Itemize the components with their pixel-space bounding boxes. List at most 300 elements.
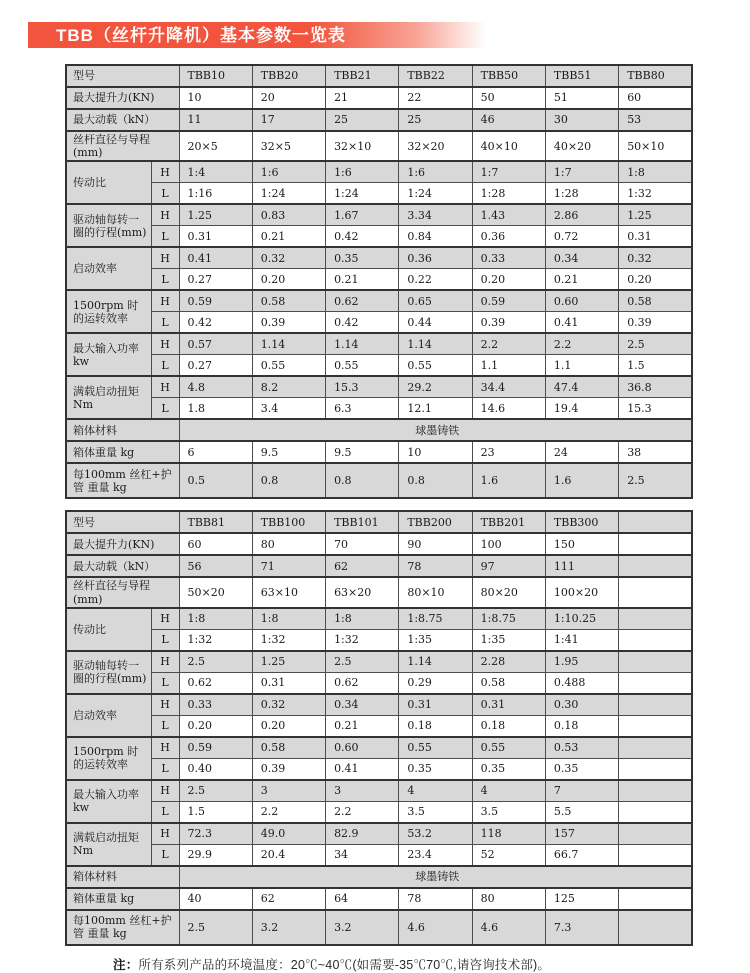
value-cell: 2.2 bbox=[545, 333, 618, 355]
value-cell: 0.40 bbox=[179, 758, 252, 780]
value-cell: 3.5 bbox=[472, 801, 545, 823]
value-cell: TBB300 bbox=[545, 511, 618, 533]
housing-material-value: 球墨铸铁 bbox=[179, 866, 692, 888]
value-cell: 0.34 bbox=[326, 694, 399, 716]
value-cell: 19.4 bbox=[545, 398, 618, 420]
page-title: TBB（丝杆升降机）基本参数一览表 bbox=[56, 26, 346, 45]
value-cell: TBB20 bbox=[252, 65, 325, 87]
value-cell: 3 bbox=[252, 780, 325, 802]
start-torque-row-low bbox=[66, 398, 692, 420]
value-cell: 0.31 bbox=[399, 694, 472, 716]
value-cell: 0.32 bbox=[252, 694, 325, 716]
value-cell: 0.33 bbox=[472, 247, 545, 269]
value-cell: 0.34 bbox=[545, 247, 618, 269]
housing-material-value: 球墨铸铁 bbox=[179, 419, 692, 441]
value-cell: 0.20 bbox=[472, 269, 545, 291]
value-cell: 34 bbox=[326, 844, 399, 866]
value-cell: 0.35 bbox=[545, 758, 618, 780]
value-cell: 0.65 bbox=[399, 290, 472, 312]
value-cell: 0.41 bbox=[179, 247, 252, 269]
value-cell: 40 bbox=[179, 888, 252, 910]
value-cell: 49.0 bbox=[252, 823, 325, 845]
screw-diameter-lead-row bbox=[66, 577, 692, 607]
row-label: 最大动载（kN） bbox=[66, 555, 179, 577]
value-cell: 2.2 bbox=[326, 801, 399, 823]
row-label: 型号 bbox=[66, 511, 179, 533]
row-label: 箱体重量 kg bbox=[66, 888, 179, 910]
value-cell: 1:6 bbox=[326, 161, 399, 183]
value-cell: 97 bbox=[472, 555, 545, 577]
value-cell bbox=[619, 672, 692, 694]
speed-level-high: H bbox=[151, 290, 179, 312]
value-cell: 2.2 bbox=[472, 333, 545, 355]
value-cell: 0.30 bbox=[545, 694, 618, 716]
speed-level-low: L bbox=[151, 758, 179, 780]
row-label: 箱体材料 bbox=[66, 419, 179, 441]
speed-level-low: L bbox=[151, 629, 179, 651]
housing-material-row bbox=[66, 419, 692, 441]
value-cell: 0.62 bbox=[179, 672, 252, 694]
start-efficiency-row-high bbox=[66, 694, 692, 716]
value-cell: 1:24 bbox=[399, 183, 472, 205]
value-cell bbox=[619, 694, 692, 716]
value-cell: 23 bbox=[472, 441, 545, 463]
value-cell: 8.2 bbox=[252, 376, 325, 398]
value-cell: 0.58 bbox=[252, 737, 325, 759]
value-cell bbox=[619, 533, 692, 555]
start-efficiency-row-low bbox=[66, 269, 692, 291]
value-cell: 1:32 bbox=[326, 629, 399, 651]
value-cell: 64 bbox=[326, 888, 399, 910]
value-cell: 47.4 bbox=[545, 376, 618, 398]
value-cell: 0.21 bbox=[545, 269, 618, 291]
value-cell: 3.34 bbox=[399, 204, 472, 226]
value-cell: 38 bbox=[619, 441, 692, 463]
speed-level-high: H bbox=[151, 608, 179, 630]
row-label: 最大动载（kN） bbox=[66, 109, 179, 131]
value-cell: 1.14 bbox=[399, 651, 472, 673]
tables-container bbox=[65, 64, 705, 973]
value-cell: 1:35 bbox=[472, 629, 545, 651]
row-label: 最大输入功率 kw bbox=[66, 780, 151, 823]
value-cell: 0.39 bbox=[252, 312, 325, 334]
value-cell: 80 bbox=[472, 888, 545, 910]
value-cell: 0.55 bbox=[399, 355, 472, 377]
speed-level-low: L bbox=[151, 226, 179, 248]
value-cell: 24 bbox=[545, 441, 618, 463]
value-cell bbox=[619, 910, 692, 945]
row-label: 满载启动扭矩 Nm bbox=[66, 376, 151, 419]
value-cell: TBB200 bbox=[399, 511, 472, 533]
value-cell: 62 bbox=[326, 555, 399, 577]
row-label: 1500rpm 时的运转效率 bbox=[66, 737, 151, 780]
value-cell bbox=[619, 577, 692, 607]
run-efficiency-row-high bbox=[66, 737, 692, 759]
max-lift-force-row bbox=[66, 533, 692, 555]
value-cell bbox=[619, 608, 692, 630]
value-cell: 0.32 bbox=[252, 247, 325, 269]
value-cell: 1:8 bbox=[179, 608, 252, 630]
travel-per-rev-row-low bbox=[66, 672, 692, 694]
value-cell: 1:28 bbox=[472, 183, 545, 205]
row-label: 型号 bbox=[66, 65, 179, 87]
value-cell bbox=[619, 651, 692, 673]
value-cell: 0.35 bbox=[326, 247, 399, 269]
value-cell: 80 bbox=[252, 533, 325, 555]
value-cell: 0.21 bbox=[252, 226, 325, 248]
value-cell: 2.5 bbox=[326, 651, 399, 673]
value-cell: 0.62 bbox=[326, 290, 399, 312]
value-cell: 0.27 bbox=[179, 355, 252, 377]
value-cell: 22 bbox=[399, 87, 472, 109]
value-cell: 0.35 bbox=[399, 758, 472, 780]
value-cell: 4.6 bbox=[472, 910, 545, 945]
value-cell: 0.59 bbox=[472, 290, 545, 312]
housing-material-row bbox=[66, 866, 692, 888]
speed-level-high: H bbox=[151, 204, 179, 226]
value-cell: 0.83 bbox=[252, 204, 325, 226]
speed-level-high: H bbox=[151, 651, 179, 673]
value-cell: 1.5 bbox=[179, 801, 252, 823]
value-cell: TBB50 bbox=[472, 65, 545, 87]
start-torque-row-high bbox=[66, 376, 692, 398]
value-cell: 125 bbox=[545, 888, 618, 910]
max-input-power-row-high bbox=[66, 780, 692, 802]
value-cell: 1:4 bbox=[179, 161, 252, 183]
value-cell bbox=[619, 780, 692, 802]
value-cell: 1.5 bbox=[619, 355, 692, 377]
value-cell: 50×10 bbox=[619, 131, 692, 161]
value-cell: 1.14 bbox=[326, 333, 399, 355]
value-cell: 7.3 bbox=[545, 910, 618, 945]
travel-per-rev-row-high bbox=[66, 651, 692, 673]
value-cell: 1:24 bbox=[326, 183, 399, 205]
speed-level-high: H bbox=[151, 780, 179, 802]
max-input-power-row-low bbox=[66, 355, 692, 377]
value-cell: 7 bbox=[545, 780, 618, 802]
value-cell: 0.5 bbox=[179, 463, 252, 498]
value-cell bbox=[619, 888, 692, 910]
max-input-power-row-low bbox=[66, 801, 692, 823]
row-label: 驱动轴每转一圈的行程(mm) bbox=[66, 651, 151, 694]
value-cell: 0.20 bbox=[619, 269, 692, 291]
max-dynamic-load-row bbox=[66, 109, 692, 131]
row-label: 每100mm 丝杠+护管 重量 kg bbox=[66, 910, 179, 945]
speed-level-low: L bbox=[151, 355, 179, 377]
value-cell: 2.5 bbox=[619, 333, 692, 355]
value-cell: 0.20 bbox=[252, 715, 325, 737]
value-cell: 0.21 bbox=[326, 715, 399, 737]
value-cell: 53.2 bbox=[399, 823, 472, 845]
value-cell: 4.8 bbox=[179, 376, 252, 398]
speed-level-low: L bbox=[151, 715, 179, 737]
run-efficiency-row-low bbox=[66, 758, 692, 780]
value-cell: 82.9 bbox=[326, 823, 399, 845]
value-cell: 1.8 bbox=[179, 398, 252, 420]
row-label: 启动效率 bbox=[66, 694, 151, 737]
row-label: 启动效率 bbox=[66, 247, 151, 290]
value-cell: 157 bbox=[545, 823, 618, 845]
value-cell: 1.25 bbox=[619, 204, 692, 226]
row-label: 最大提升力(KN) bbox=[66, 533, 179, 555]
value-cell: 0.36 bbox=[399, 247, 472, 269]
value-cell: 29.2 bbox=[399, 376, 472, 398]
value-cell: 0.29 bbox=[399, 672, 472, 694]
value-cell: 10 bbox=[179, 87, 252, 109]
value-cell: 0.44 bbox=[399, 312, 472, 334]
value-cell: 1:6 bbox=[399, 161, 472, 183]
row-label: 传动比 bbox=[66, 608, 151, 651]
value-cell: 4 bbox=[472, 780, 545, 802]
value-cell: 17 bbox=[252, 109, 325, 131]
value-cell: 1:10.25 bbox=[545, 608, 618, 630]
travel-per-rev-row-low bbox=[66, 226, 692, 248]
value-cell: 0.57 bbox=[179, 333, 252, 355]
weight-per-100mm-row bbox=[66, 463, 692, 498]
value-cell: 3.4 bbox=[252, 398, 325, 420]
value-cell: 100×20 bbox=[545, 577, 618, 607]
value-cell: 0.18 bbox=[472, 715, 545, 737]
row-label: 丝杆直径与导程(mm) bbox=[66, 131, 179, 161]
value-cell: 71 bbox=[252, 555, 325, 577]
value-cell: 62 bbox=[252, 888, 325, 910]
value-cell: 0.60 bbox=[326, 737, 399, 759]
value-cell: 0.53 bbox=[545, 737, 618, 759]
housing-weight-row bbox=[66, 441, 692, 463]
speed-level-high: H bbox=[151, 161, 179, 183]
value-cell: 0.55 bbox=[252, 355, 325, 377]
speed-level-low: L bbox=[151, 801, 179, 823]
value-cell: 2.28 bbox=[472, 651, 545, 673]
value-cell: 25 bbox=[399, 109, 472, 131]
speed-level-high: H bbox=[151, 694, 179, 716]
value-cell: 36.8 bbox=[619, 376, 692, 398]
value-cell: 40×20 bbox=[545, 131, 618, 161]
start-efficiency-row-low bbox=[66, 715, 692, 737]
value-cell: 1:35 bbox=[399, 629, 472, 651]
value-cell: 1:32 bbox=[179, 629, 252, 651]
max-lift-force-row bbox=[66, 87, 692, 109]
travel-per-rev-row-high bbox=[66, 204, 692, 226]
value-cell: 4 bbox=[399, 780, 472, 802]
value-cell: 63×20 bbox=[326, 577, 399, 607]
value-cell: 0.55 bbox=[472, 737, 545, 759]
value-cell: 11 bbox=[179, 109, 252, 131]
gear-ratio-row-low bbox=[66, 183, 692, 205]
value-cell: 80×20 bbox=[472, 577, 545, 607]
value-cell: 3.5 bbox=[399, 801, 472, 823]
value-cell: 30 bbox=[545, 109, 618, 131]
footnote-text: 所有系列产品的环境温度：20℃~40℃(如需要-35℃70℃,请咨询技术部)。 bbox=[138, 957, 551, 972]
value-cell: 80×10 bbox=[399, 577, 472, 607]
value-cell: 1:32 bbox=[252, 629, 325, 651]
value-cell: 52 bbox=[472, 844, 545, 866]
model-row bbox=[66, 511, 692, 533]
value-cell: 0.39 bbox=[619, 312, 692, 334]
value-cell: 0.31 bbox=[619, 226, 692, 248]
value-cell: 14.6 bbox=[472, 398, 545, 420]
row-label: 丝杆直径与导程(mm) bbox=[66, 577, 179, 607]
value-cell: 3.2 bbox=[252, 910, 325, 945]
value-cell: 15.3 bbox=[326, 376, 399, 398]
value-cell: 1:8 bbox=[252, 608, 325, 630]
footnote-label: 注： bbox=[113, 957, 139, 972]
value-cell: 0.59 bbox=[179, 737, 252, 759]
value-cell: TBB51 bbox=[545, 65, 618, 87]
value-cell: 0.18 bbox=[545, 715, 618, 737]
value-cell: 66.7 bbox=[545, 844, 618, 866]
value-cell bbox=[619, 511, 692, 533]
value-cell: 0.33 bbox=[179, 694, 252, 716]
value-cell: 56 bbox=[179, 555, 252, 577]
speed-level-low: L bbox=[151, 312, 179, 334]
value-cell: 1:7 bbox=[545, 161, 618, 183]
value-cell: 20 bbox=[252, 87, 325, 109]
value-cell: 0.84 bbox=[399, 226, 472, 248]
value-cell: 0.60 bbox=[545, 290, 618, 312]
value-cell: 0.21 bbox=[326, 269, 399, 291]
value-cell: 0.8 bbox=[252, 463, 325, 498]
value-cell: 111 bbox=[545, 555, 618, 577]
value-cell: TBB101 bbox=[326, 511, 399, 533]
value-cell: 2.5 bbox=[179, 910, 252, 945]
value-cell: 1:8.75 bbox=[399, 608, 472, 630]
value-cell: 46 bbox=[472, 109, 545, 131]
value-cell: 0.35 bbox=[472, 758, 545, 780]
value-cell: 32×20 bbox=[399, 131, 472, 161]
value-cell: 1.67 bbox=[326, 204, 399, 226]
value-cell: 0.31 bbox=[472, 694, 545, 716]
gear-ratio-row-high bbox=[66, 608, 692, 630]
value-cell: 0.32 bbox=[619, 247, 692, 269]
value-cell: 1.6 bbox=[545, 463, 618, 498]
value-cell: 9.5 bbox=[326, 441, 399, 463]
value-cell: 72.3 bbox=[179, 823, 252, 845]
value-cell bbox=[619, 737, 692, 759]
value-cell: TBB80 bbox=[619, 65, 692, 87]
value-cell: 0.58 bbox=[619, 290, 692, 312]
value-cell: 29.9 bbox=[179, 844, 252, 866]
value-cell bbox=[619, 715, 692, 737]
speed-level-low: L bbox=[151, 269, 179, 291]
footnote bbox=[113, 955, 705, 973]
value-cell: 0.39 bbox=[252, 758, 325, 780]
value-cell: 40×10 bbox=[472, 131, 545, 161]
value-cell: 0.8 bbox=[399, 463, 472, 498]
value-cell: 1:8 bbox=[619, 161, 692, 183]
value-cell: 23.4 bbox=[399, 844, 472, 866]
row-label: 最大输入功率 kw bbox=[66, 333, 151, 376]
value-cell: 0.31 bbox=[179, 226, 252, 248]
value-cell: 1.43 bbox=[472, 204, 545, 226]
value-cell: 32×5 bbox=[252, 131, 325, 161]
title-bar bbox=[28, 22, 500, 48]
value-cell: 6.3 bbox=[326, 398, 399, 420]
value-cell: 12.1 bbox=[399, 398, 472, 420]
value-cell: 0.58 bbox=[252, 290, 325, 312]
value-cell: TBB201 bbox=[472, 511, 545, 533]
row-label: 满载启动扭矩 Nm bbox=[66, 823, 151, 866]
value-cell: 0.42 bbox=[326, 226, 399, 248]
start-torque-row-low bbox=[66, 844, 692, 866]
value-cell: 0.36 bbox=[472, 226, 545, 248]
value-cell: 34.4 bbox=[472, 376, 545, 398]
value-cell: 51 bbox=[545, 87, 618, 109]
value-cell: 1:8.75 bbox=[472, 608, 545, 630]
value-cell: 1.95 bbox=[545, 651, 618, 673]
speed-level-high: H bbox=[151, 737, 179, 759]
value-cell: 90 bbox=[399, 533, 472, 555]
value-cell: 0.42 bbox=[179, 312, 252, 334]
value-cell: 0.31 bbox=[252, 672, 325, 694]
value-cell: 0.42 bbox=[326, 312, 399, 334]
value-cell: 9.5 bbox=[252, 441, 325, 463]
value-cell: 2.5 bbox=[179, 651, 252, 673]
value-cell bbox=[619, 823, 692, 845]
value-cell: 0.488 bbox=[545, 672, 618, 694]
speed-level-low: L bbox=[151, 398, 179, 420]
model-row bbox=[66, 65, 692, 87]
value-cell: 1.14 bbox=[399, 333, 472, 355]
value-cell: 0.72 bbox=[545, 226, 618, 248]
parameters-table-large-models bbox=[65, 510, 693, 945]
value-cell: 15.3 bbox=[619, 398, 692, 420]
value-cell: 150 bbox=[545, 533, 618, 555]
value-cell: 0.58 bbox=[472, 672, 545, 694]
value-cell: 4.6 bbox=[399, 910, 472, 945]
value-cell: 2.86 bbox=[545, 204, 618, 226]
value-cell: 2.5 bbox=[179, 780, 252, 802]
value-cell: 78 bbox=[399, 555, 472, 577]
start-torque-row-high bbox=[66, 823, 692, 845]
value-cell: 63×10 bbox=[252, 577, 325, 607]
row-label: 最大提升力(KN) bbox=[66, 87, 179, 109]
value-cell bbox=[619, 758, 692, 780]
value-cell: 5.5 bbox=[545, 801, 618, 823]
value-cell: 3 bbox=[326, 780, 399, 802]
max-dynamic-load-row bbox=[66, 555, 692, 577]
gear-ratio-row-high bbox=[66, 161, 692, 183]
speed-level-high: H bbox=[151, 333, 179, 355]
value-cell: 1:24 bbox=[252, 183, 325, 205]
row-label: 传动比 bbox=[66, 161, 151, 204]
value-cell: 2.2 bbox=[252, 801, 325, 823]
value-cell: 20.4 bbox=[252, 844, 325, 866]
value-cell: 50 bbox=[472, 87, 545, 109]
value-cell: 1:8 bbox=[326, 608, 399, 630]
screw-diameter-lead-row bbox=[66, 131, 692, 161]
value-cell: 0.39 bbox=[472, 312, 545, 334]
value-cell: 10 bbox=[399, 441, 472, 463]
value-cell: 0.20 bbox=[252, 269, 325, 291]
value-cell: 0.59 bbox=[179, 290, 252, 312]
value-cell: 78 bbox=[399, 888, 472, 910]
value-cell: 0.18 bbox=[399, 715, 472, 737]
value-cell: 0.8 bbox=[326, 463, 399, 498]
value-cell: 1.1 bbox=[545, 355, 618, 377]
value-cell: 3.2 bbox=[326, 910, 399, 945]
value-cell: 1:16 bbox=[179, 183, 252, 205]
row-label: 1500rpm 时的运转效率 bbox=[66, 290, 151, 333]
start-efficiency-row-high bbox=[66, 247, 692, 269]
row-label: 每100mm 丝杠+护管 重量 kg bbox=[66, 463, 179, 498]
row-label: 箱体重量 kg bbox=[66, 441, 179, 463]
value-cell: 2.5 bbox=[619, 463, 692, 498]
gear-ratio-row-low bbox=[66, 629, 692, 651]
value-cell: 1.1 bbox=[472, 355, 545, 377]
value-cell: 0.55 bbox=[399, 737, 472, 759]
value-cell: 0.20 bbox=[179, 715, 252, 737]
